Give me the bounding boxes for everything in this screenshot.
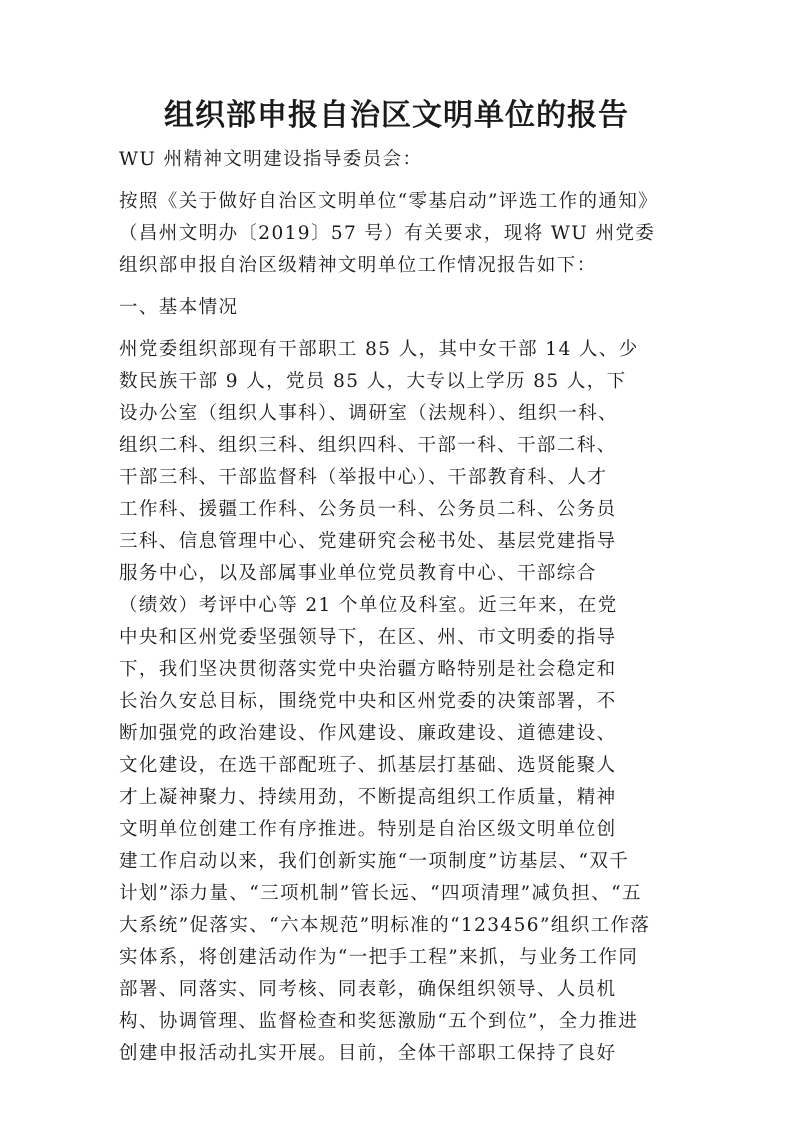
salutation: WU 州精神文明建设指导委员会： — [119, 149, 423, 170]
body-line: 部署、同落实、同考核、同表彰，确保组织领导、人员机 — [119, 979, 617, 1000]
body-line: 三科、信息管理中心、党建研究会秘书处、基层党建指导 — [119, 531, 617, 552]
body-line: 下，我们坚决贯彻落实党中央治疆方略特别是社会稳定和 — [119, 659, 617, 680]
intro-line: 组织部申报自治区级精神文明单位工作情况报告如下： — [119, 255, 597, 276]
body-line: 实体系，将创建活动作为“一把手工程”来抓，与业务工作同 — [119, 947, 639, 968]
body-line: 数民族干部 9 人，党员 85 人，大专以上学历 85 人，下 — [119, 371, 627, 392]
body-line: 长治久安总目标，围绕党中央和区州党委的决策部署，不 — [119, 691, 617, 712]
document-body — [119, 144, 675, 1070]
body-line: 大系统”促落实、“六本规范”明标准的“123456”组织工作落 — [119, 915, 651, 936]
body-line: 文化建设，在选干部配班子、抓基层打基础、选贤能聚人 — [119, 755, 617, 776]
body-line: 才上凝神聚力、持续用劲，不断提高组织工作质量，精神 — [119, 787, 617, 808]
body-line: 文明单位创建工作有序推进。特别是自治区级文明单位创 — [119, 819, 617, 840]
body-line: 干部三科、干部监督科（举报中心）、干部教育科、人才 — [119, 467, 608, 488]
intro-line: 按照《关于做好自治区文明单位“零基启动”评选工作的通知》 — [119, 191, 659, 212]
paragraph-gap — [119, 282, 675, 292]
body-line: 构、协调管理、监督检查和奖惩激励“五个到位”，全力推进 — [119, 1011, 639, 1032]
document-title: 组织部申报自治区文明单位的报告 — [164, 98, 629, 133]
body-line: 设办公室（组织人事科）、调研室（法规科）、组织一科、 — [119, 403, 618, 424]
body-line: 计划”添力量、“三项机制”管长远、“四项清理”减负担、“五 — [119, 883, 642, 904]
body-line: 断加强党的政治建设、作风建设、廉政建设、道德建设、 — [119, 723, 617, 744]
body-line: 组织二科、组织三科、组织四科、干部一科、干部二科、 — [119, 435, 617, 456]
body-line: 州党委组织部现有干部职工 85 人，其中女干部 14 人、少 — [119, 339, 639, 360]
body-line: 建工作启动以来，我们创新实施“一项制度”访基层、“双千 — [119, 851, 630, 872]
body-line: 创建申报活动扎实开展。目前，全体干部职工保持了良好 — [119, 1043, 617, 1064]
intro-line: （昌州文明办〔2019〕57 号）有关要求，现将 WU 州党委 — [119, 223, 656, 244]
body-line: 服务中心，以及部属事业单位党员教育中心、干部综合 — [119, 563, 597, 584]
body-line: 工作科、援疆工作科、公务员一科、公务员二科、公务员 — [119, 499, 617, 520]
paragraph-gap — [119, 324, 675, 334]
section-heading: 一、基本情况 — [119, 297, 239, 318]
paragraph-gap — [119, 176, 675, 186]
body-line: 中央和区州党委坚强领导下，在区、州、市文明委的指导 — [119, 627, 617, 648]
body-line: （绩效）考评中心等 21 个单位及科室。近三年来，在党 — [119, 595, 618, 616]
